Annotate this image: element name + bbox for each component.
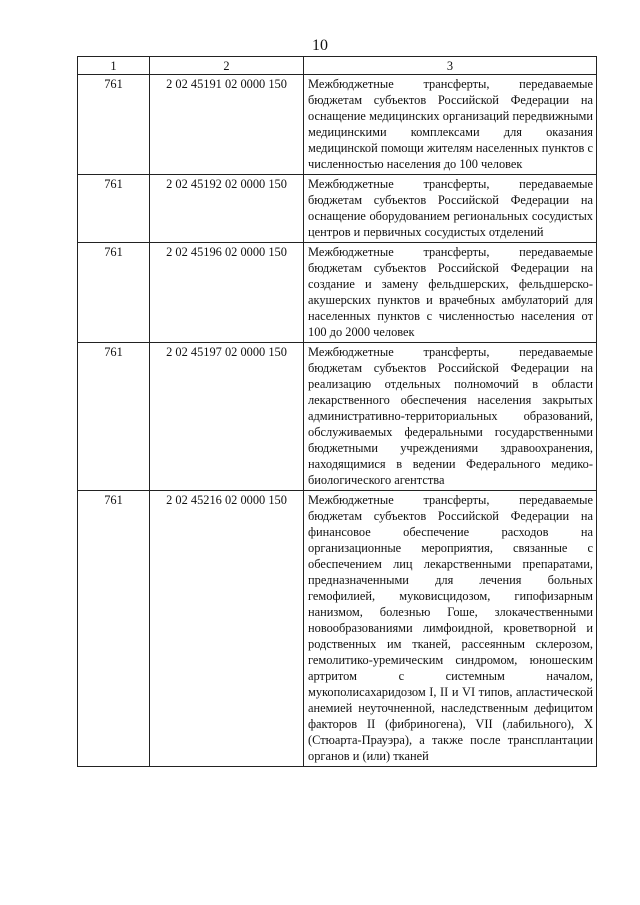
admin-code-cell: 761	[78, 491, 150, 767]
income-code-cell: 2 02 45197 02 0000 150	[150, 343, 304, 491]
description-cell: Межбюджетные трансферты, передаваемые бюджетам субъектов Российской Федерации на оснащение медицинских организаций передвижными медицинскими комплексами для оказания медицинской помощи жителям населенных пунктов с численностью населения до 100 человек	[304, 75, 597, 175]
description-cell: Межбюджетные трансферты, передаваемые бюджетам субъектов Российской Федерации на реализацию отдельных полномочий в области лекарственного обеспечения населения закрытых административно-территориальных образований, обслуживаемых федеральными государственными бюджетными учреждениями здравоохранения, находящимися в ведении Федерального медико-биологического агентства	[304, 343, 597, 491]
description-cell: Межбюджетные трансферты, передаваемые бюджетам субъектов Российской Федерации на финансовое обеспечение расходов на организационные мероприятия, связанные с обеспечением лиц лекарственными препаратами, предназначенными для лечения больных гемофилией, муковисцидозом, гипофизарным нанизмом, болезнью Гоше, злокачественными новообразованиями лимфоидной, кроветворной и родственных им тканей, рассеянным склерозом, гемолитико-уремическим синдромом, юношеским артритом с системным началом, мукополисахаридозом I, II и VI типов, апластической анемией неуточненной, наследственным дефицитом факторов II (фибриногена), VII (лабильного), X (Стюарта-Прауэра), а также после трансплантации органов и (или) тканей	[304, 491, 597, 767]
income-code-cell: 2 02 45191 02 0000 150	[150, 75, 304, 175]
table-row	[78, 491, 597, 767]
table-row	[78, 243, 597, 343]
description-cell: Межбюджетные трансферты, передаваемые бюджетам субъектов Российской Федерации на оснащение оборудованием региональных сосудистых центров и первичных сосудистых отделений	[304, 175, 597, 243]
table-header-row	[78, 57, 597, 75]
table-row	[78, 175, 597, 243]
description-cell: Межбюджетные трансферты, передаваемые бюджетам субъектов Российской Федерации на создание и замену фельдшерских, фельдшерско-акушерских пунктов и врачебных амбулаторий для населенных пунктов с численностью населения от 100 до 2000 человек	[304, 243, 597, 343]
admin-code-cell: 761	[78, 175, 150, 243]
column-header-2: 2	[150, 57, 304, 75]
income-codes-table	[77, 56, 597, 767]
admin-code-cell: 761	[78, 243, 150, 343]
column-header-3: 3	[304, 57, 597, 75]
income-code-cell: 2 02 45192 02 0000 150	[150, 175, 304, 243]
admin-code-cell: 761	[78, 75, 150, 175]
page-number: 10	[312, 37, 328, 54]
income-code-cell: 2 02 45216 02 0000 150	[150, 491, 304, 767]
admin-code-cell: 761	[78, 343, 150, 491]
table-row	[78, 75, 597, 175]
table-row	[78, 343, 597, 491]
income-code-cell: 2 02 45196 02 0000 150	[150, 243, 304, 343]
column-header-1: 1	[78, 57, 150, 75]
